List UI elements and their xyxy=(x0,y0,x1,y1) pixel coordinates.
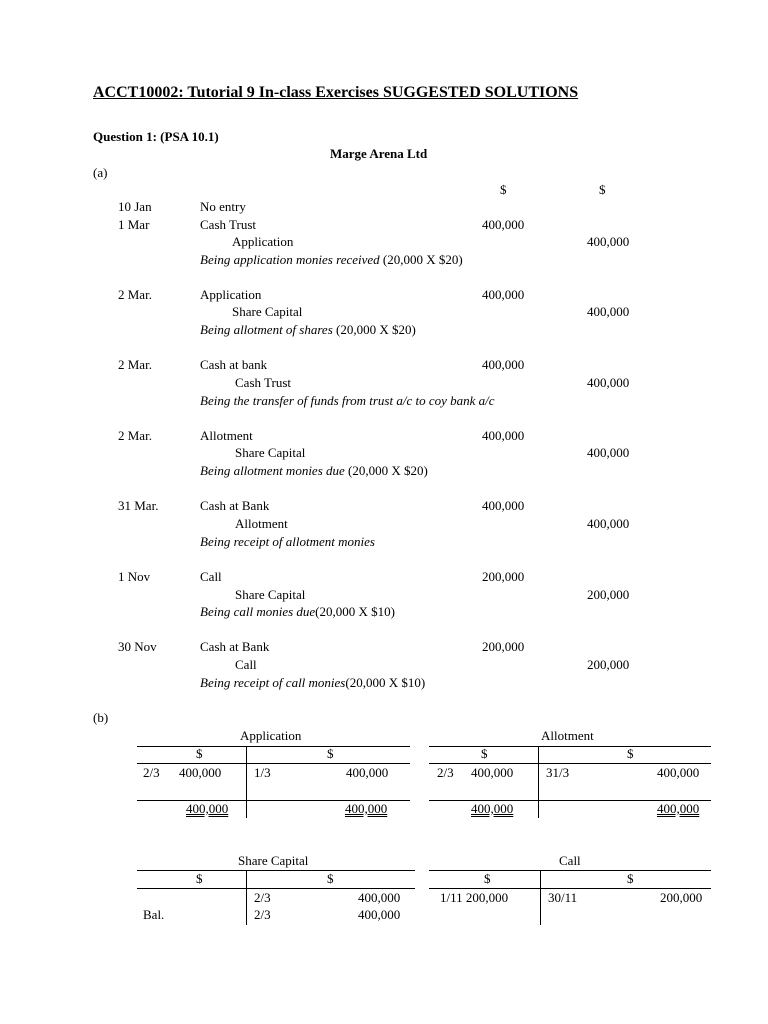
journal-narration: Being the transfer of funds from trust a/c to coy bank a/c xyxy=(200,393,495,408)
ledger-center-rule xyxy=(538,746,539,818)
journal-credit-account: Cash Trust xyxy=(235,375,291,390)
ledger-cr-date: 2/3 xyxy=(254,907,271,922)
journal-debit-account: Cash at Bank xyxy=(200,639,270,654)
ledger-dr-date: 2/3 xyxy=(143,765,160,780)
journal-debit-account: Cash at Bank xyxy=(200,498,270,513)
ledger-title: Call xyxy=(559,853,581,868)
journal-credit-amount: 400,000 xyxy=(587,516,630,531)
journal-debit-amount: 400,000 xyxy=(482,428,525,443)
journal-debit-account: Allotment xyxy=(200,428,253,443)
journal-credit-account: Application xyxy=(232,234,294,249)
question-heading: Question 1: (PSA 10.1) xyxy=(93,129,219,144)
ledger-cr-date: 30/11 xyxy=(548,890,578,905)
ledger-dr-header: $ xyxy=(481,746,488,761)
journal-date: 30 Nov xyxy=(118,639,157,654)
ledger-header-rule xyxy=(429,763,711,764)
journal-narration: Being allotment monies due (20,000 X $20) xyxy=(200,463,428,478)
ledger-cr-header: $ xyxy=(627,746,634,761)
ledger-dr-header: $ xyxy=(196,746,203,761)
ledger-cr-amount: 200,000 xyxy=(660,890,703,905)
ledger-cr-total: 400,000 xyxy=(345,801,388,816)
journal-date: 2 Mar. xyxy=(118,357,152,372)
journal-debit-amount: 200,000 xyxy=(482,639,525,654)
journal-debit-account: Application xyxy=(200,287,262,302)
ledger-center-rule xyxy=(246,746,247,818)
journal-narration: Being allotment of shares (20,000 X $20) xyxy=(200,322,416,337)
ledger-dr-amount: 400,000 xyxy=(179,765,222,780)
journal-date: 1 Nov xyxy=(118,569,151,584)
journal-date: 1 Mar xyxy=(118,217,150,232)
journal-credit-amount: 400,000 xyxy=(587,304,630,319)
journal-credit-amount: 200,000 xyxy=(587,657,630,672)
journal-debit-account: Cash Trust xyxy=(200,217,256,232)
ledger-dr-entry: 1/11 200,000 xyxy=(440,890,509,905)
ledger-title: Share Capital xyxy=(238,853,309,868)
page-title: ACCT10002: Tutorial 9 In-class Exercises SUGGESTED SOLUTIONS xyxy=(93,84,579,101)
journal-credit-amount: 200,000 xyxy=(587,587,630,602)
journal-debit-account: No entry xyxy=(200,199,246,214)
ledger-center-rule xyxy=(540,870,541,925)
journal-credit-amount: 400,000 xyxy=(587,445,630,460)
journal-debit-amount: 400,000 xyxy=(482,217,525,232)
journal-credit-amount: 400,000 xyxy=(587,375,630,390)
ledger-cr-header: $ xyxy=(327,746,334,761)
part-a-label: (a) xyxy=(93,165,108,180)
ledger-cr-amount: 400,000 xyxy=(358,907,401,922)
journal-debit-amount: 200,000 xyxy=(482,569,525,584)
ledger-dr-header: $ xyxy=(484,871,491,886)
ledger-cr-date: 1/3 xyxy=(254,765,271,780)
ledger-cr-header: $ xyxy=(327,871,334,886)
debit-column-header: $ xyxy=(500,182,507,197)
ledger-cr-amount: 400,000 xyxy=(358,890,401,905)
journal-narration: Being call monies due(20,000 X $10) xyxy=(200,604,395,619)
journal-narration: Being application monies received (20,000 X $20) xyxy=(200,252,463,267)
journal-debit-account: Cash at bank xyxy=(200,357,268,372)
journal-date: 31 Mar. xyxy=(118,498,159,513)
journal-debit-amount: 400,000 xyxy=(482,357,525,372)
journal-date: 2 Mar. xyxy=(118,428,152,443)
ledger-dr-total: 400,000 xyxy=(186,801,229,816)
ledger-cr-date: 2/3 xyxy=(254,890,271,905)
journal-credit-account: Allotment xyxy=(235,516,288,531)
journal-debit-amount: 400,000 xyxy=(482,287,525,302)
journal-date: 10 Jan xyxy=(118,199,152,214)
journal-narration: Being receipt of call monies(20,000 X $10) xyxy=(200,675,426,690)
ledger-title: Application xyxy=(240,728,302,743)
company-name: Marge Arena Ltd xyxy=(330,146,428,161)
ledger-top-rule xyxy=(137,870,415,871)
journal-credit-amount: 400,000 xyxy=(587,234,630,249)
ledger-center-rule xyxy=(246,870,247,925)
ledger-dr-balance: Bal. xyxy=(143,907,165,922)
ledger-dr-amount: 400,000 xyxy=(471,765,514,780)
ledger-top-rule xyxy=(137,746,410,747)
ledger-top-rule xyxy=(429,870,711,871)
ledger-dr-total: 400,000 xyxy=(471,801,514,816)
journal-narration: Being receipt of allotment monies xyxy=(200,534,375,549)
journal-debit-amount: 400,000 xyxy=(482,498,525,513)
ledger-cr-amount: 400,000 xyxy=(346,765,389,780)
journal-debit-account: Call xyxy=(200,569,222,584)
ledger-cr-date: 31/3 xyxy=(546,765,570,780)
ledger-header-rule xyxy=(429,888,711,889)
journal-credit-account: Share Capital xyxy=(235,445,306,460)
journal-date: 2 Mar. xyxy=(118,287,152,302)
ledger-cr-total: 400,000 xyxy=(657,801,700,816)
ledger-cr-header: $ xyxy=(627,871,634,886)
ledger-top-rule xyxy=(429,746,711,747)
ledger-dr-header: $ xyxy=(196,871,203,886)
ledger-header-rule xyxy=(137,888,415,889)
journal-credit-account: Share Capital xyxy=(235,587,306,602)
ledger-title: Allotment xyxy=(541,728,594,743)
ledger-dr-date: 2/3 xyxy=(437,765,454,780)
ledger-header-rule xyxy=(137,763,410,764)
journal-credit-account: Share Capital xyxy=(232,304,303,319)
ledger-cr-amount: 400,000 xyxy=(657,765,700,780)
journal-credit-account: Call xyxy=(235,657,257,672)
credit-column-header: $ xyxy=(599,182,606,197)
part-b-label: (b) xyxy=(93,710,109,725)
